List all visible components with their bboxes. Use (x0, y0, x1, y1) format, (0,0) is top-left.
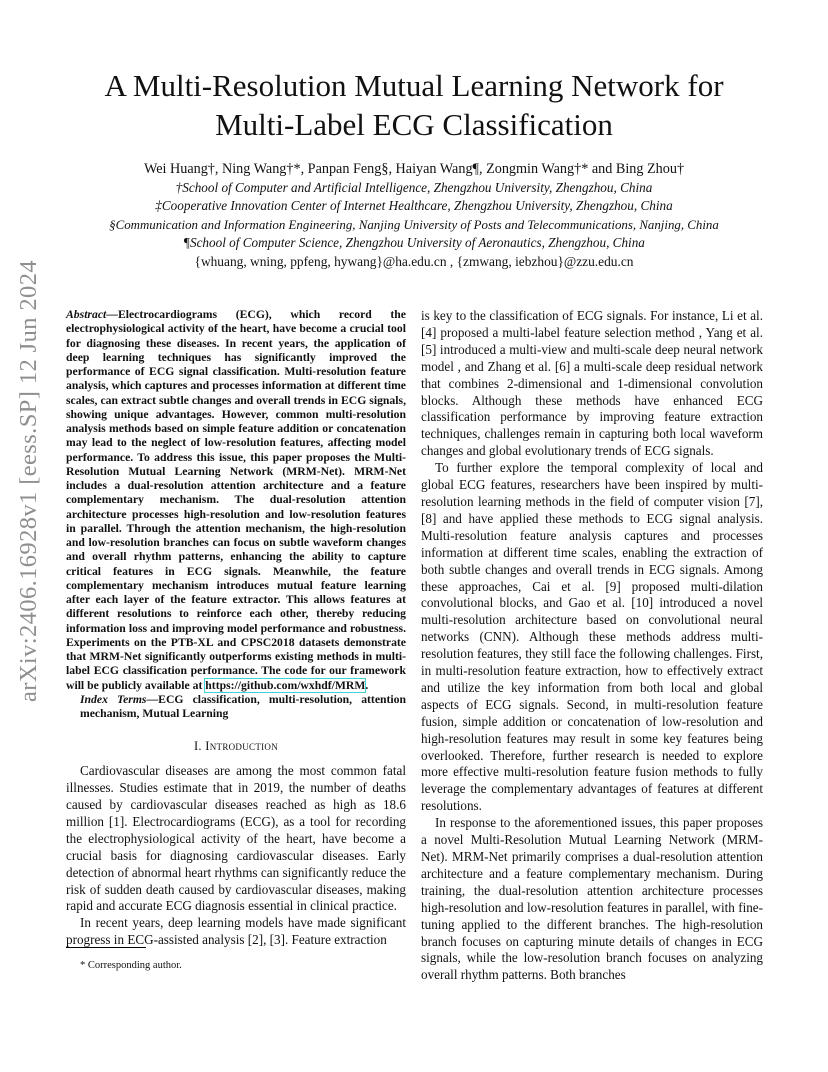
footnote-rule (66, 947, 146, 948)
intro-paragraph-4: To further explore the temporal complexity of local and global ECG features, researchers have been inspired by multi-resolution learning methods in the field of computer vision [7], [8] and have applied these methods to ECG signal analysis. Multi-resolution feature analysis captures and processes information at different time scales, enabling the extraction of both subtle changes and overall trends in ECG signals. Among these approaches, Cai et al. [9] proposed multi-dilation convolutional blocks, and Gao et al. [10] introduced a novel multi-resolution architecture based on convolutional neural networks (CNN). Although these methods address multi-resolution features, they still face the following challenges. First, in multi-resolution feature extraction, how to effectively extract and utilize the key information from both local and global aspects of ECG signals. Second, in multi-resolution feature fusion, simple addition or concatenation of low-resolution and high-resolution features may result in some key features being overlooked. Therefore, further research is needed to explore more effective multi-resolution feature fusion methods to fully leverage the complementary advantages of features at different resolutions. (421, 460, 763, 814)
abstract-end: . (365, 678, 369, 692)
intro-paragraph-5: In response to the aforementioned issues, this paper proposes a novel Multi-Resolution Mutual Learning Network (MRM-Net). MRM-Net primarily comprises a dual-resolution attention architecture and a feature complementary mechanism. During training, the dual-resolution attention architecture processes high-resolution and low-resolution features in parallel, with fine-tuning applied to the different branches. The high-resolution branch focuses on capturing minute details of changes in ECG signals, while the low-resolution branch focuses on analyzing overall rhythm patterns. Both branches (421, 815, 763, 983)
affiliation-1: †School of Computer and Artificial Intelligence, Zhengzhou University, Zhengzhou, China (175, 179, 653, 195)
author-list: Wei Huang†, Ning Wang†*, Panpan Feng§, Haiyan Wang¶, Zongmin Wang†* and Bing Zhou† (143, 161, 685, 177)
right-column (421, 308, 763, 984)
left-column (66, 308, 406, 949)
corresponding-author-footnote: * Corresponding author. (80, 960, 182, 971)
affiliation-4: ¶School of Computer Science, Zhengzhou University of Aeronautics, Zhengzhou, China (183, 235, 645, 250)
paper-title (60, 66, 768, 144)
intro-paragraph-3: is key to the classification of ECG signals. For instance, Li et al. [4] proposed a multi-label feature selection method , Yang et al. [5] introduced a multi-view and multi-scale deep neural network model , and Zhang et al. [6] a multi-scale deep residual network that combines 2-dimensional and 1-dimensional convolution blocks. Although these methods have enhanced ECG classification performance by improving feature extraction techniques, challenges remain in capturing both local waveform changes and global evolutionary trends of ECG signals. (421, 308, 763, 459)
index-terms-label: Index Terms (80, 692, 147, 706)
intro-paragraph-1: Cardiovascular diseases are among the most common fatal illnesses. Studies estimate that in 2019, the number of deaths caused by cardiovascular diseases reached as high as 18.6 million [1]. Electrocardiograms (ECG), as a tool for recording the electrophysiological activity of the heart, have become a crucial basis for diagnosing cardiovascular diseases. Early detection of abnormal heart rhythms can significantly reduce the risk of sudden death caused by cardiovascular diseases, making rapid and accurate ECG diagnosis essential in clinical practice. (66, 763, 406, 914)
author-emails: {whuang, wning, ppfeng, hywang}@ha.edu.cn , {zmwang, iebzhou}@zzu.edu.cn (194, 253, 634, 269)
author-block (60, 160, 768, 271)
abstract-label: Abstract (66, 308, 107, 321)
intro-paragraph-2: In recent years, deep learning models have made significant progress in ECG-assisted analysis [2], [3]. Feature extraction (66, 915, 406, 948)
arxiv-identifier: arXiv:2406.16928v1 [eess.SP] 12 Jun 2024 (15, 259, 42, 702)
title-line-2: Multi-Label ECG Classification (215, 107, 613, 142)
code-repository-link[interactable]: https://github.com/wxhdf/MRM (205, 678, 366, 692)
index-terms-text: —ECG classification, multi-resolution, attention mechanism, Mutual Learning (80, 692, 406, 720)
abstract (66, 308, 406, 693)
section-heading-introduction: I. Introduction (193, 739, 279, 754)
abstract-text: —Electrocardiograms (ECG), which record the electrophysiological activity of the heart, have become a crucial tool for diagnosing these diseases. In recent years, the application of deep learning techniques has significantly improved the performance of ECG signal classification. Multi-resolution feature analysis, which captures and processes information at different time scales, can extract subtle changes and overall trends in ECG signals, showing unique advantages. However, common multi-resolution analysis methods based on simple feature addition or concatenation may lead to the neglect of low-resolution features, affecting model performance. To address this issue, this paper proposes the Multi-Resolution Mutual Learning Network (MRM-Net). MRM-Net includes a dual-resolution attention architecture and a feature complementary mechanism. The dual-resolution attention architecture processes high-resolution and low-resolution features in parallel. Through the attention mechanism, the high-resolution and low-resolution branches can focus on subtle waveform changes and overall rhythm patterns, enhancing the ability to capture critical features in ECG signals. Meanwhile, the feature complementary mechanism introduces mutual feature learning after each layer of the feature extractor. This allows features at different resolutions to reinforce each other, thereby reducing information loss and improving model performance and robustness. Experiments on the PTB-XL and CPSC2018 datasets demonstrate that MRM-Net significantly outperforms existing methods in multi-label ECG classification performance. The code for our framework will be publicly available at (66, 308, 406, 692)
affiliation-3: §Communication and Information Engineering, Nanjing University of Posts and Telecommunications, Nanjing, China (109, 217, 719, 232)
affiliation-2: ‡Cooperative Innovation Center of Internet Healthcare, Zhengzhou University, Zhengzhou, China (155, 198, 673, 213)
title-line-1: A Multi-Resolution Mutual Learning Network for (104, 68, 724, 103)
index-terms (80, 693, 406, 722)
